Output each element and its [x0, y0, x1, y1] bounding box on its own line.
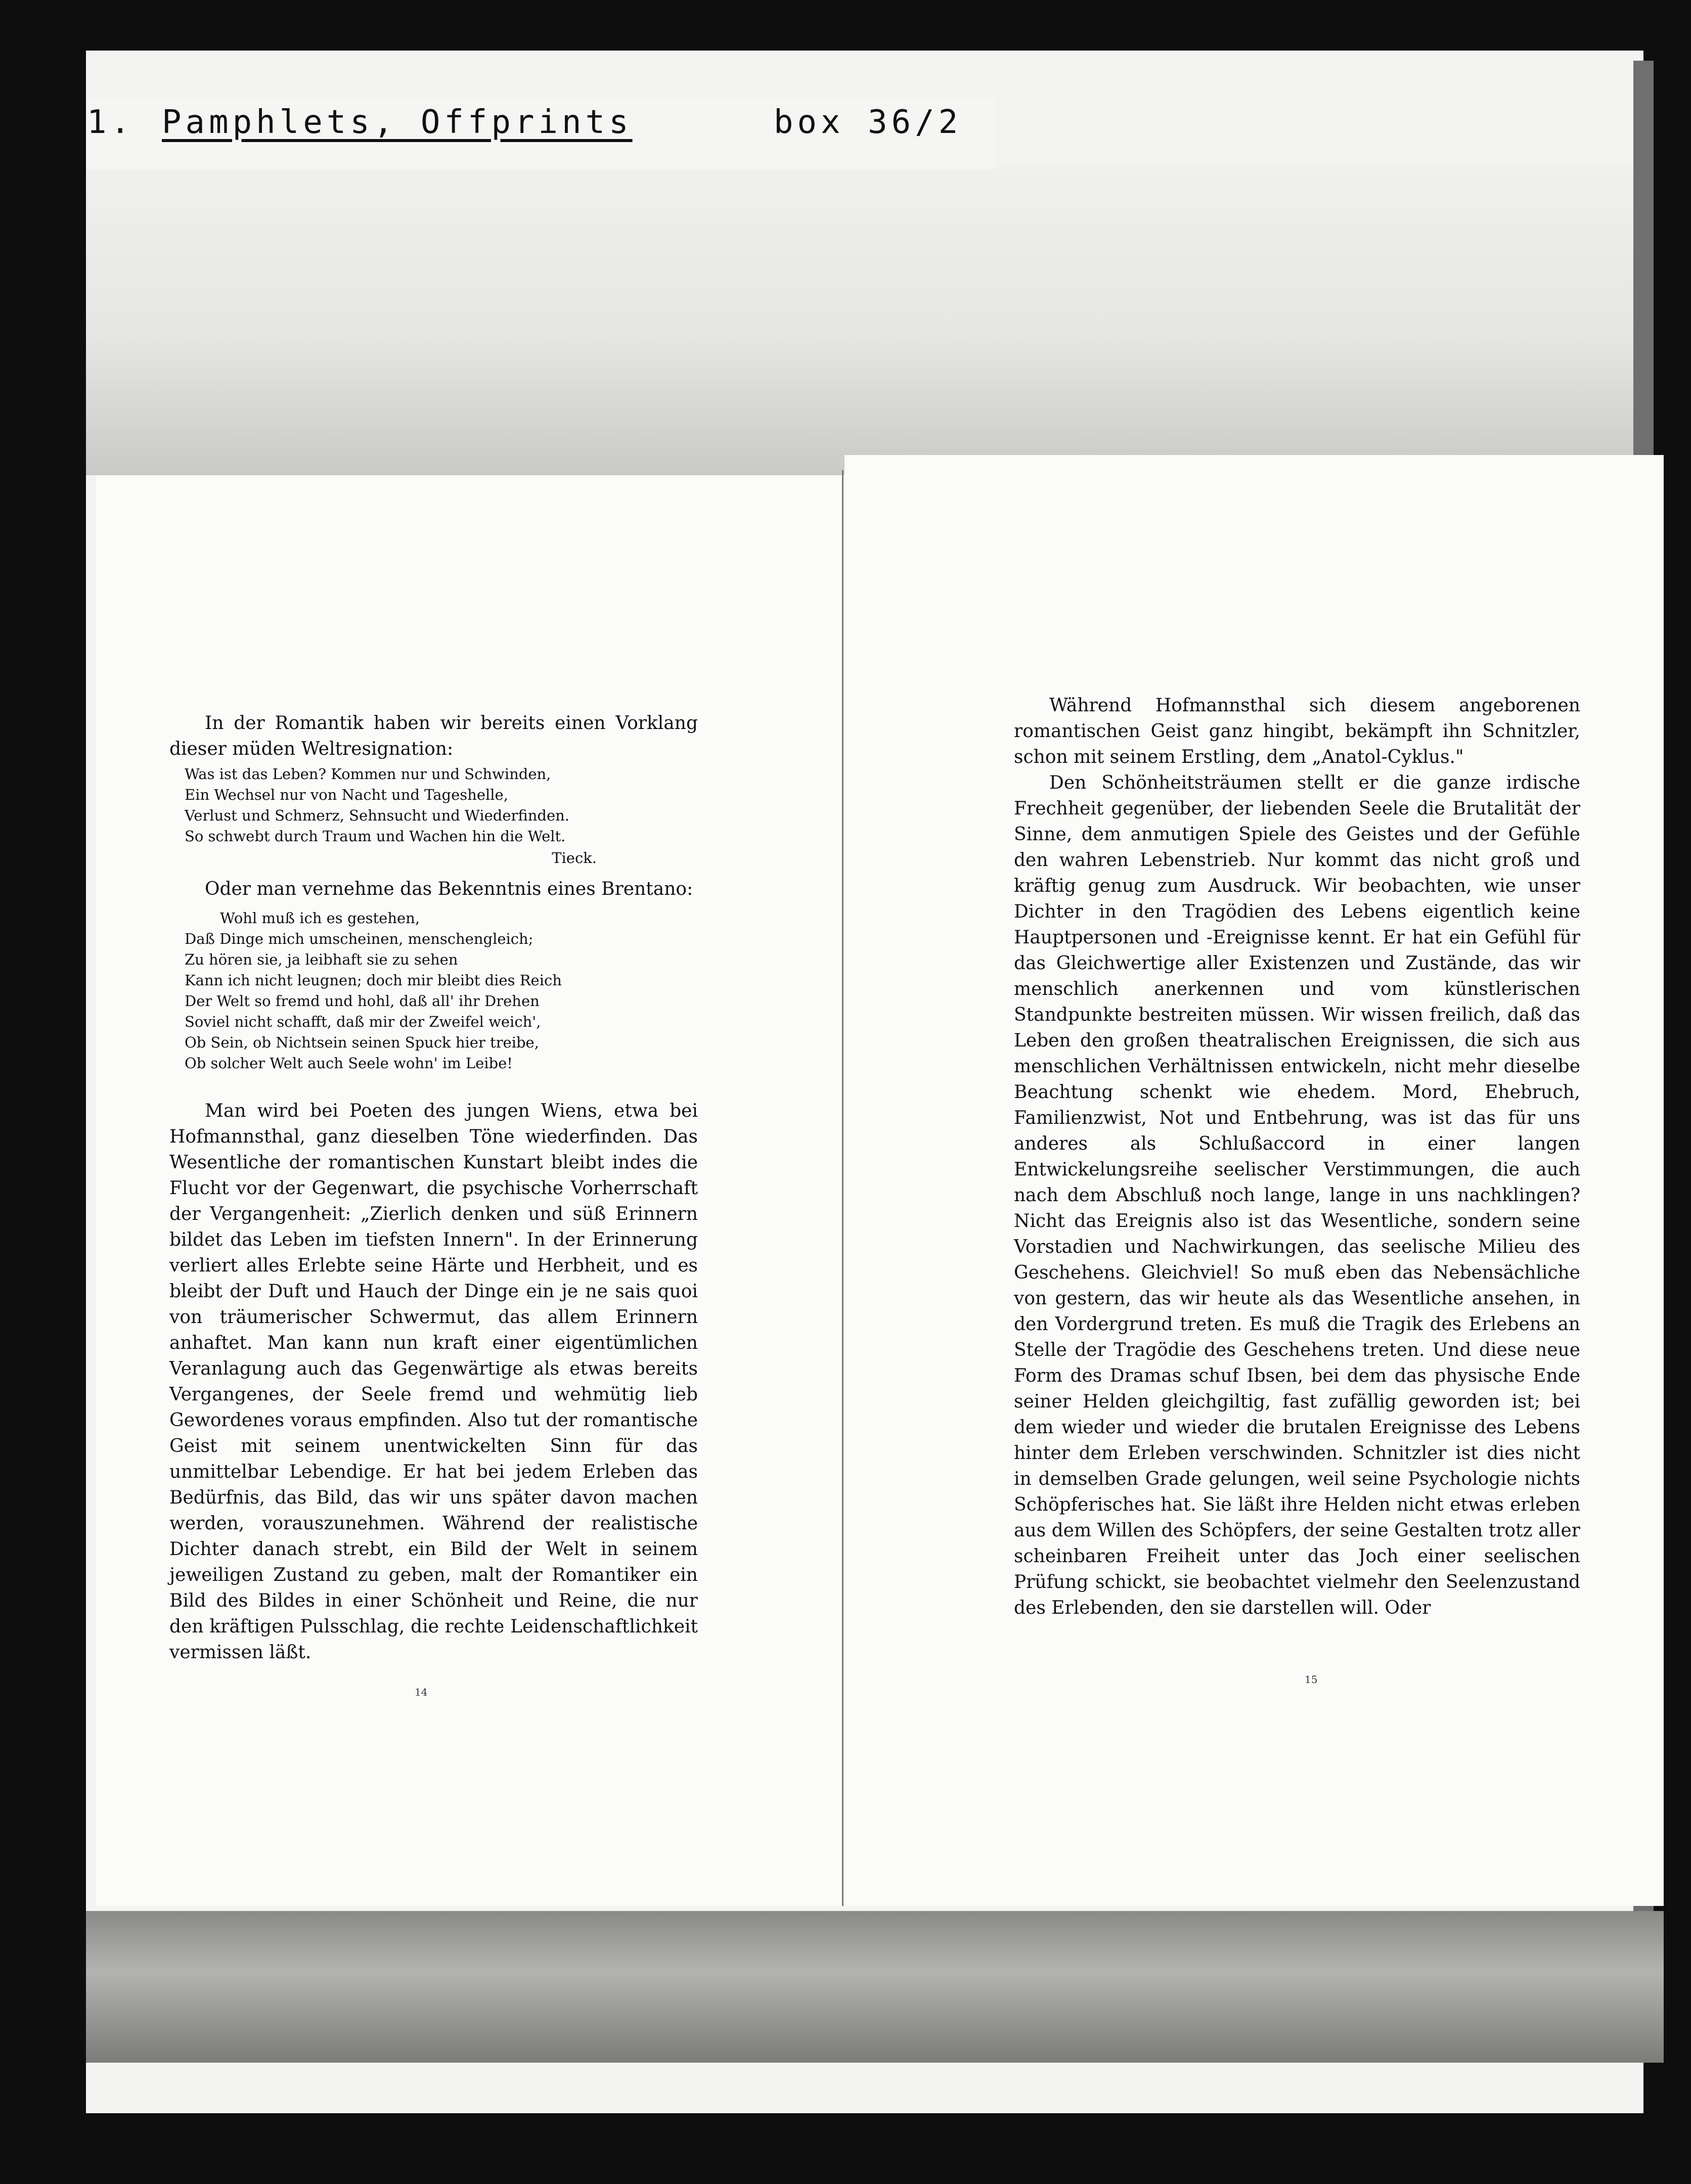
page-number-right: 15	[1305, 1673, 1318, 1686]
brentano-verse	[169, 908, 698, 1074]
intro-paragraph: In der Romantik haben wir bereits einen Vorklang dieser müden Weltresignation:	[169, 713, 698, 759]
schnitzler-main-paragraph: Den Schönheitsträumen stellt er die ganze irdische Frechheit gegenüber, der liebenden Seele die Brutalität der Sinne, dem anmutigen Spiele des Geistes und der Gefühle den wahren Lebenstrieb. Nur kommt das nicht groß und kräftig genug zum Ausdruck. Wir beobachten, wie unser Dichter in den Tragödien des Lebens eigentlich keine Hauptpersonen und -Ereignisse kennt. Er hat ein Gefühl für das Gleichwertige aller Existenzen und Zustände, das wir menschlich anerkennen und vom künstlerischen Standpunkte bestreiten müssen. Wir wissen freilich, daß das Leben den großen theatralischen Ereignissen, die sich aus menschlichen Verhältnissen entwickeln, nicht mehr dieselbe Beachtung schenkt wie ehedem. Mord, Ehebruch, Familienzwist, Not und Entbehrung, was ist das für uns anderes als Schlußaccord in einer langen Entwickelungsreihe seelischer Verstimmungen, die auch nach dem Abschluß noch lange, lange in uns nachklingen? Nicht das Ereignis also ist das Wesentliche, sondern seine Vorstadien und Nachwirkungen, das seelische Milieu des Geschehens. Gleichviel! So muß eben das Nebensächliche von gestern, das wir heute als das Wesentliche ansehen, in den Vordergrund treten. Es muß die Tragik des Erlebens an Stelle der Tragödie des Geschehens treten. Und diese neue Form des Dramas schuf Ibsen, bei dem das physische Ende seiner Helden gleichgiltig, fast zufällig geworden ist; bei dem wieder und wieder die brutalen Ereignisse des Lebens hinter dem Erleben verschwinden. Schnitzler ist dies nicht in demselben Grade gelungen, weil seine Psychologie nichts Schöpferisches hat. Sie läßt ihre Helden nicht etwas erleben aus dem Willen des Schöpfers, der seine Gestalten trotz aller scheinbaren Freiheit unter das Joch einer seelischen Prüfung schickt, sie beobachtet vielmehr den Seelenzustand des Erlebenden, den sie darstellen will. Oder	[1014, 772, 1580, 1618]
schnitzler-intro-paragraph: Während Hofmannsthal sich diesem angeborenen romantischen Geist ganz hingibt, bekämpft ihn Schnitzler, schon mit seinem Erstling, dem „Anatol-Cyklus."	[1014, 695, 1580, 767]
book-gutter	[842, 470, 843, 1906]
scan-shadow-bottom	[86, 1911, 1664, 2063]
verse-line: Kann ich nicht leugnen; doch mir bleibt dies Reich	[185, 972, 562, 989]
page-number-left: 14	[415, 1686, 428, 1698]
verse-line: Daß Dinge mich umscheinen, menschengleich;	[185, 930, 533, 947]
tieck-attribution: Tieck.	[552, 849, 597, 867]
main-paragraph: Man wird bei Poeten des jungen Wiens, etwa bei Hofmannsthal, ganz dieselben Töne wiederfinden. Das Wesentliche der romantischen Kunstart bleibt indes die Flucht vor der Gegenwart, die psychische Vorherrschaft der Vergangenheit: „Zierlich denken und süß Erinnern bildet das Leben im tiefsten Innern". In der Erinnerung verliert alles Erlebte seine Härte und Herbheit, und es bleibt der Duft und Hauch der Dinge ein je ne sais quoi von träumerischer Schwermut, das allem Erinnern anhaftet. Man kann nun kraft einer eigentümlichen Veranlagung auch das Gegenwärtige als etwas bereits Vergangenes, der Seele fremd und wehmütig lieb Gewordenes voraus empfinden. Also tut der romantische Geist mit seinem unentwickelten Sinn für das unmittelbar Lebendige. Er hat bei jedem Erleben das Bedürfnis, das Bild, das wir uns später davon machen werden, vorauszunehmen. Während der realistische Dichter danach strebt, ein Bild der Welt in seinem jeweiligen Zustand zu geben, malt der Romantiker ein Bild des Bildes in einer Schönheit und Reine, die nur den kräftigen Pulsschlag, die rechte Leidenschaftlichkeit vermissen läßt.	[169, 1101, 698, 1663]
verse-line: Was ist das Leben? Kommen nur und Schwinden,	[185, 765, 551, 783]
right-page-text	[1014, 693, 1580, 1621]
scan-shadow-top	[86, 167, 1643, 475]
brentano-intro: Oder man vernehme das Bekenntnis eines Brentano:	[205, 879, 693, 899]
left-page-text	[169, 710, 698, 1665]
archive-label-title: Pamphlets, Offprints	[162, 104, 633, 141]
verse-line: Wohl muß ich es gestehen,	[220, 909, 420, 927]
archive-label-number: 1.	[87, 104, 135, 141]
verse-line: Soviel nicht schafft, daß mir der Zweifel weich',	[185, 1013, 541, 1030]
verse-line: Zu hören sie, ja leibhaft sie zu sehen	[185, 951, 458, 968]
verse-line: Ob Sein, ob Nichtsein seinen Spuck hier treibe,	[185, 1034, 539, 1051]
archive-label-box: box 36/2	[774, 104, 962, 141]
verse-line: Ein Wechsel nur von Nacht und Tageshelle,	[185, 786, 508, 803]
tieck-verse	[169, 764, 698, 847]
verse-line: Der Welt so fremd und hohl, daß all' ihr Drehen	[185, 992, 540, 1010]
verse-line: So schwebt durch Traum und Wachen hin die Welt.	[185, 828, 566, 845]
verse-line: Verlust und Schmerz, Sehnsucht und Wiederfinden.	[185, 807, 570, 824]
verse-line: Ob solcher Welt auch Seele wohn' im Leibe!	[185, 1055, 513, 1072]
